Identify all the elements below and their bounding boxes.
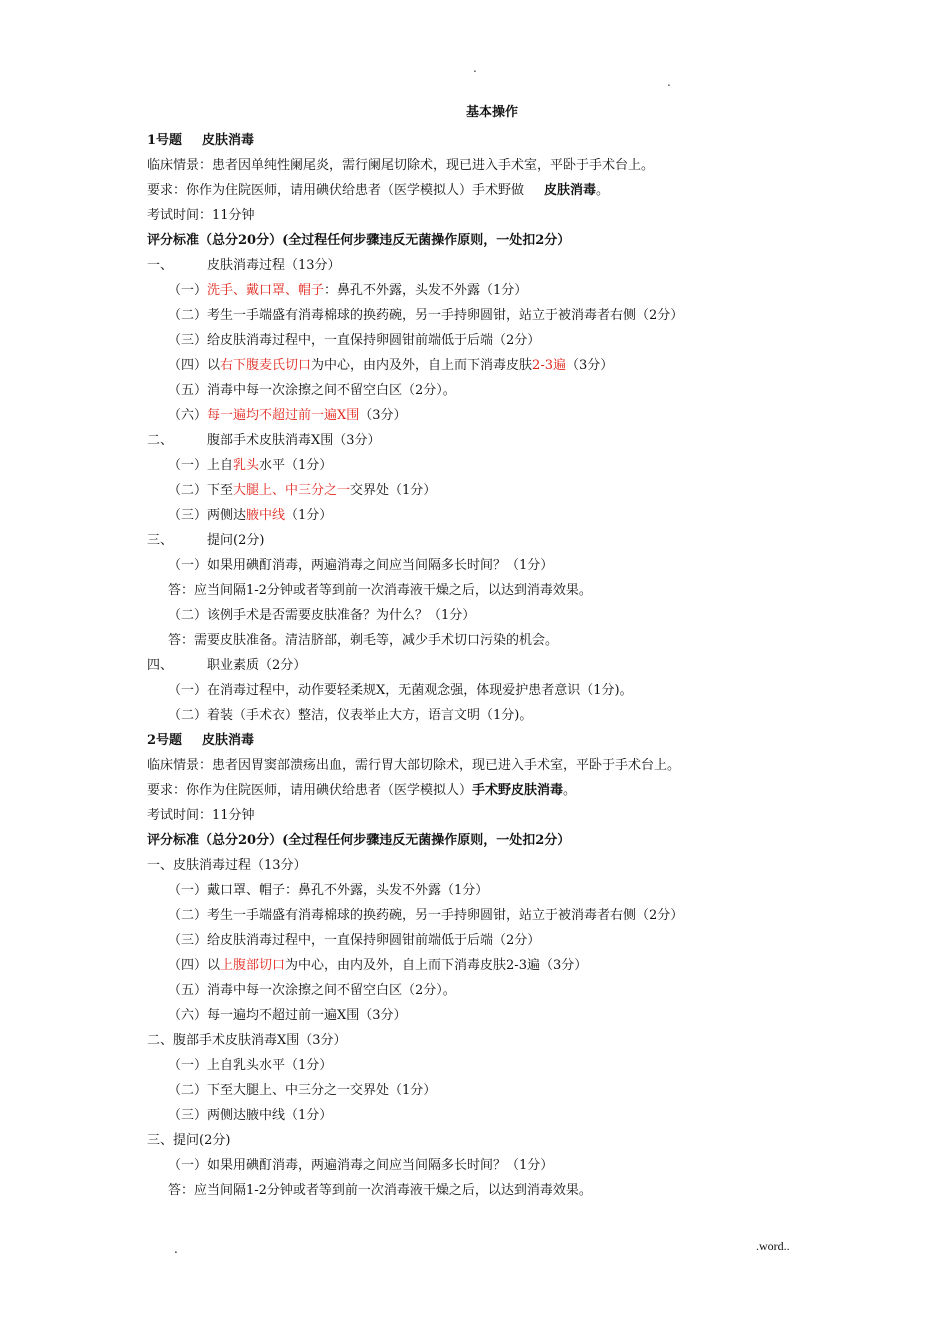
q1-item-1-4-highlight-incision: 右下腹麦氏切口 xyxy=(220,358,312,373)
q2-item-1-1: （一）戴口罩、帽子：鼻孔不外露，头发不外露（1分） xyxy=(168,883,489,898)
q1-question-1: （一）如果用碘酊消毒，两遍消毒之间应当间隔多长时间？（1分） xyxy=(168,558,554,573)
q1-scenario: 临床情景：患者因单纯性阑尾炎，需行阑尾切除术，现已进入手术室，平卧于手术台上。 xyxy=(147,158,655,173)
q1-section-1 xyxy=(147,253,787,278)
q1-section-3 xyxy=(147,528,787,553)
q1-section-2 xyxy=(147,428,787,453)
q1-item-2-3 xyxy=(147,503,787,528)
q2-item-1-4-text: 为中心，由内及外，自上而下消毒皮肤2-3遍（3分） xyxy=(285,958,588,973)
q1-item-1-1 xyxy=(147,278,787,303)
q1-item-2-1-text: 水平（1分） xyxy=(259,458,333,473)
q1-item-4-2: （二）着装（手术衣）整洁，仪表举止大方，语言文明（1分)。 xyxy=(168,708,533,723)
q1-answer-1: 答：应当间隔1-2分钟或者等到前一次消毒液干燥之后，以达到消毒效果。 xyxy=(168,583,592,598)
q2-item-1-4-prefix: （四）以 xyxy=(168,958,221,973)
q1-item-1-1-text: ：鼻孔不外露，头发不外露（1分） xyxy=(324,283,528,298)
q1-item-2-3-prefix: （三）两侧达 xyxy=(168,508,247,523)
q1-section-4-number: 四、 xyxy=(147,658,174,673)
q1-section-4 xyxy=(147,653,787,678)
q1-item-1-2: （二）考生一手端盛有消毒棉球的换药碗，另一手持卵圆钳，站立于被消毒者右侧（2分） xyxy=(168,308,684,323)
q1-item-2-2-prefix: （二）下至 xyxy=(168,483,234,498)
q1-item-2-1-prefix: （一）上自 xyxy=(168,458,234,473)
q1-item-2-2-highlight: 大腿上、中三分之一 xyxy=(233,483,351,498)
q1-item-1-4-score: （3分） xyxy=(565,358,614,373)
q2-requirement xyxy=(147,778,787,803)
q1-item-1-6-highlight: 每一遍均不超过前一遍X围 xyxy=(207,408,360,423)
header-dot-center: . xyxy=(473,61,477,75)
q2-item-2-3: （三）两侧达腋中线（1分） xyxy=(168,1108,333,1123)
q1-section-1-number: 一、 xyxy=(147,258,174,273)
footer-watermark-text: .word.. xyxy=(756,1239,790,1253)
q1-item-2-3-highlight: 腋中线 xyxy=(246,508,286,523)
q2-question-1: （一）如果用碘酊消毒，两遍消毒之间应当间隔多长时间？（1分） xyxy=(168,1158,554,1173)
q2-section-1: 一、皮肤消毒过程（13分） xyxy=(147,858,307,873)
q1-item-1-1-prefix: （一） xyxy=(168,283,208,298)
q1-section-3-number: 三、 xyxy=(147,533,174,548)
q1-item-1-4-highlight-count: 2-3遍 xyxy=(532,358,566,373)
q1-section-2-title: 腹部手术皮肤消毒X围（3分） xyxy=(207,433,381,448)
q2-criteria: 评分标准（总分20分）(全过程任何步骤违反无菌操作原则，一处扣2分） xyxy=(147,833,571,848)
q1-item-1-5: （五）消毒中每一次涂擦之间不留空白区（2分）。 xyxy=(168,383,456,398)
q1-item-2-2 xyxy=(147,478,787,503)
q2-item-2-2: （二）下至大腿上、中三分之一交界处（1分） xyxy=(168,1083,437,1098)
q1-item-1-6-score: （3分） xyxy=(359,408,407,423)
page-title: 基本操作 xyxy=(465,105,518,120)
q1-requirement-emphasis: 皮肤消毒 xyxy=(544,183,597,198)
q1-section-3-title: 提问(2分) xyxy=(207,533,265,548)
q1-heading-number: 1号题 xyxy=(147,133,183,148)
q2-item-1-4 xyxy=(147,953,787,978)
q2-item-1-5: （五）消毒中每一次涂擦之间不留空白区（2分）。 xyxy=(168,983,456,998)
q2-heading xyxy=(147,728,787,753)
q1-question-2: （二）该例手术是否需要皮肤准备？为什么？（1分） xyxy=(168,608,476,623)
footer-dot-left: . xyxy=(174,1242,178,1256)
q2-requirement-end: 。 xyxy=(563,783,577,798)
q2-requirement-emphasis: 手术野皮肤消毒 xyxy=(472,783,564,798)
q2-heading-number: 2号题 xyxy=(147,733,183,748)
q1-exam-time: 考试时间：11分钟 xyxy=(147,208,255,223)
q1-item-1-6-prefix: （六） xyxy=(168,408,208,423)
q1-section-4-title: 职业素质（2分） xyxy=(207,658,307,673)
q2-heading-topic: 皮肤消毒 xyxy=(202,733,255,748)
q1-section-2-number: 二、 xyxy=(147,433,174,448)
q2-item-1-3: （三）给皮肤消毒过程中，一直保持卵圆钳前端低于后端（2分） xyxy=(168,933,541,948)
q1-criteria: 评分标准（总分20分）(全过程任何步骤违反无菌操作原则，一处扣2分） xyxy=(147,233,571,248)
document-body xyxy=(147,128,787,1203)
q2-item-1-2: （二）考生一手端盛有消毒棉球的换药碗，另一手持卵圆钳，站立于被消毒者右侧（2分） xyxy=(168,908,684,923)
q2-scenario: 临床情景：患者因胃窦部溃疡出血，需行胃大部切除术，现已进入手术室，平卧于手术台上。 xyxy=(147,758,681,773)
q1-item-2-3-text: （1分） xyxy=(285,508,333,523)
q1-requirement-end: 。 xyxy=(596,183,610,198)
q2-item-2-1: （一）上自乳头水平（1分） xyxy=(168,1058,333,1073)
q1-item-1-1-highlight: 洗手、戴口罩、帽子 xyxy=(207,283,325,298)
q2-answer-1: 答：应当间隔1-2分钟或者等到前一次消毒液干燥之后，以达到消毒效果。 xyxy=(168,1183,592,1198)
q1-item-1-4-prefix: （四）以 xyxy=(168,358,221,373)
q2-requirement-text: 要求：你作为住院医师，请用碘伏给患者（医学模拟人） xyxy=(147,783,473,798)
header-dot-right: . xyxy=(667,75,671,89)
q1-item-2-1 xyxy=(147,453,787,478)
q1-requirement-text: 要求：你作为住院医师，请用碘伏给患者（医学模拟人）手术野做 xyxy=(147,183,525,198)
q1-item-1-6 xyxy=(147,403,787,428)
q1-item-1-4 xyxy=(147,353,787,378)
q2-exam-time: 考试时间：11分钟 xyxy=(147,808,255,823)
q1-section-1-title: 皮肤消毒过程（13分） xyxy=(207,258,341,273)
q1-item-1-3: （三）给皮肤消毒过程中，一直保持卵圆钳前端低于后端（2分） xyxy=(168,333,541,348)
q2-item-1-6: （六）每一遍均不超过前一遍X围（3分） xyxy=(168,1008,407,1023)
q2-item-1-4-highlight: 上腹部切口 xyxy=(220,958,286,973)
q1-item-2-1-highlight: 乳头 xyxy=(233,458,260,473)
q1-heading xyxy=(147,128,787,153)
q1-item-1-4-text: 为中心，由内及外，自上而下消毒皮肤 xyxy=(311,358,533,373)
q2-section-3: 三、提问(2分) xyxy=(147,1133,231,1148)
q1-item-2-2-text: 交界处（1分） xyxy=(350,483,437,498)
q1-requirement xyxy=(147,178,787,203)
q1-answer-2: 答：需要皮肤准备。清洁脐部，剃毛等，减少手术切口污染的机会。 xyxy=(168,633,559,648)
q1-item-4-1: （一）在消毒过程中，动作要轻柔规X，无菌观念强，体现爱护患者意识（1分)。 xyxy=(168,683,633,698)
q2-section-2: 二、腹部手术皮肤消毒X围（3分） xyxy=(147,1033,347,1048)
q1-heading-topic: 皮肤消毒 xyxy=(202,133,255,148)
